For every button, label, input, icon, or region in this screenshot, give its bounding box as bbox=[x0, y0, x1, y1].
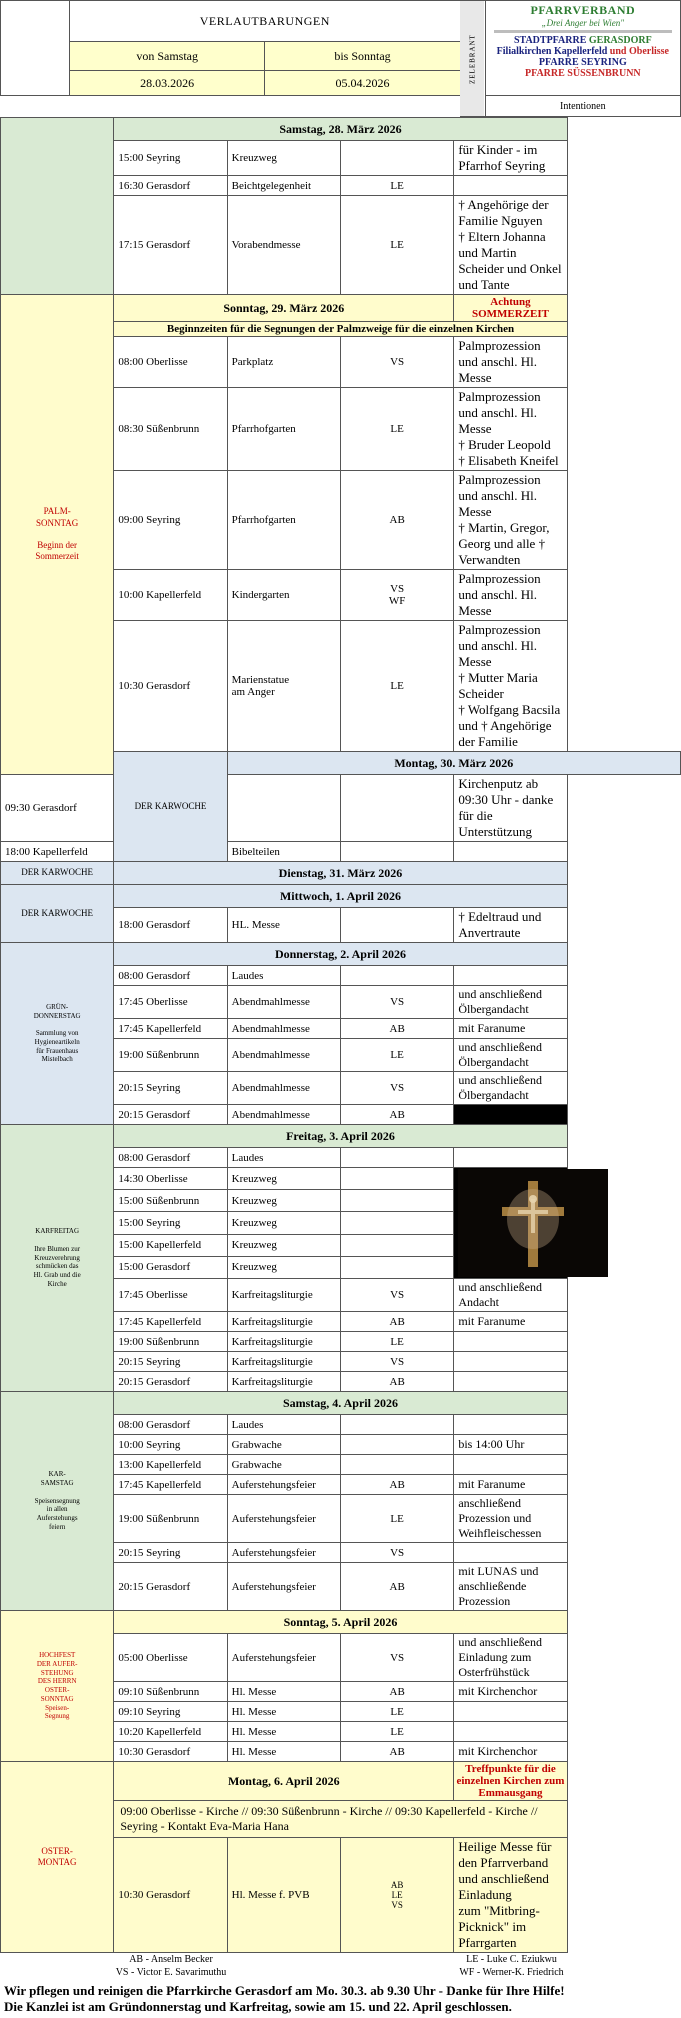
row-intention bbox=[454, 1543, 567, 1563]
day-warning-so-29-03: Achtung SOMMERZEIT bbox=[454, 295, 567, 322]
row-intention: Palmprozession und anschl. Hl. Messe † Martin, Gregor, Georg und alle † Verwandten bbox=[454, 471, 567, 570]
row-time: 20:15 Seyring bbox=[114, 1072, 227, 1105]
row-activity: Pfarrhofgarten bbox=[227, 471, 340, 570]
logo-line3 bbox=[486, 35, 680, 46]
row-intention: mit Faranume bbox=[454, 1019, 567, 1039]
day-header-row bbox=[1, 885, 681, 908]
row-celebrant bbox=[340, 775, 453, 842]
row-intention bbox=[454, 1372, 567, 1392]
row-celebrant: LE bbox=[340, 1722, 453, 1742]
header-date-to: 05.04.2026 bbox=[265, 71, 460, 96]
row-activity: Hl. Messe bbox=[227, 1742, 340, 1762]
legend-row0-right: LE - Luke C. Eziukwu bbox=[466, 1954, 557, 1965]
row-time: 15:00 Kapellerfeld bbox=[114, 1234, 227, 1256]
day-left-label-di-31-03: DER KARWOCHE bbox=[1, 862, 114, 885]
day-left-label-oster-montag: OSTER- MONTAG bbox=[1, 1762, 114, 1953]
logo-line2: „Drei Anger bei Wien" bbox=[541, 18, 625, 28]
row-activity bbox=[227, 775, 340, 842]
row-celebrant bbox=[340, 1212, 453, 1234]
legend-row1-left: VS - Victor E. Savarimuthu bbox=[115, 1967, 227, 1978]
row-activity: Karfreitagsliturgie bbox=[227, 1279, 340, 1312]
legend-row0-left: AB - Anselm Becker bbox=[129, 1954, 213, 1965]
row-time: 10:00 Seyring bbox=[114, 1435, 227, 1455]
row-celebrant: AB bbox=[340, 1682, 453, 1702]
row-time: 08:00 Oberlisse bbox=[114, 337, 227, 388]
legend-row1-right: WF - Werner-K. Friedrich bbox=[459, 1967, 564, 1978]
row-time: 08:30 Süßenbrunn bbox=[114, 388, 227, 471]
row-celebrant: LE bbox=[340, 196, 453, 295]
row-celebrant: LE bbox=[340, 1495, 453, 1543]
row-intention: . bbox=[454, 1105, 567, 1125]
row-intention: Heilige Messe für den Pfarrverband und anschließend Einladung zum "Mitbring-Picknick" im Pfarrgarten bbox=[454, 1838, 567, 1953]
row-celebrant: AB bbox=[340, 1019, 453, 1039]
row-activity: Kreuzweg bbox=[227, 1234, 340, 1256]
row-celebrant: VS bbox=[340, 1279, 453, 1312]
row-intention bbox=[454, 1722, 567, 1742]
footer-line2: Die Kanzlei ist am Gründonnerstag und Karfreitag, sowie am 15. und 22. April geschlossen. bbox=[4, 1999, 512, 2015]
day-title-do-02-04: Donnerstag, 2. April 2026 bbox=[114, 943, 567, 966]
row-celebrant: LE bbox=[340, 621, 453, 752]
logo-line3-b: GERASDORF bbox=[588, 35, 652, 46]
row-activity: Laudes bbox=[227, 1148, 340, 1168]
row-time: 17:45 Kapellerfeld bbox=[114, 1475, 227, 1495]
row-intention: Palmprozession und anschl. Hl. Messe bbox=[454, 337, 567, 388]
header-bottom-spacer bbox=[1, 96, 70, 117]
header-spacer bbox=[1, 1, 70, 96]
row-activity: Beichtgelegenheit bbox=[227, 176, 340, 196]
logo-line1: PFARRVERBAND bbox=[530, 3, 636, 17]
row-time: 17:45 Kapellerfeld bbox=[114, 1019, 227, 1039]
row-time: 10:30 Gerasdorf bbox=[114, 1838, 227, 1953]
row-activity: Parkplatz bbox=[227, 337, 340, 388]
row-celebrant: VS bbox=[340, 1072, 453, 1105]
row-celebrant bbox=[340, 842, 453, 862]
row-celebrant: VS bbox=[340, 1634, 453, 1682]
row-intention: mit Faranume bbox=[454, 1312, 567, 1332]
row-time: 09:10 Seyring bbox=[114, 1702, 227, 1722]
row-celebrant: AB bbox=[340, 471, 453, 570]
row-intention: anschließend Prozession und Weihfleischessen bbox=[454, 1495, 567, 1543]
row-celebrant: AB bbox=[340, 1312, 453, 1332]
row-time: 20:15 Seyring bbox=[114, 1543, 227, 1563]
schedule-row bbox=[1, 775, 681, 842]
row-celebrant bbox=[340, 1168, 453, 1190]
day-title-mo-30-03: Montag, 30. März 2026 bbox=[227, 752, 680, 775]
row-intention: Palmprozession und anschl. Hl. Messe † Bruder Leopold † Elisabeth Kneifel bbox=[454, 388, 567, 471]
day-header-row bbox=[1, 295, 681, 322]
day-title-oster-montag: Montag, 6. April 2026 bbox=[114, 1762, 454, 1801]
schedule-row bbox=[1, 842, 681, 862]
celebrant-vertical-label: ZELEBRANT bbox=[460, 1, 485, 117]
row-time: 18:00 Gerasdorf bbox=[114, 908, 227, 943]
day-header-row bbox=[1, 1611, 681, 1634]
header-col-to: bis Sonntag bbox=[265, 42, 460, 71]
row-intention: und anschließend Ölbergandacht bbox=[454, 986, 567, 1019]
day-left-label-mi-01-04: DER KARWOCHE bbox=[1, 885, 114, 943]
row-activity: Karfreitagsliturgie bbox=[227, 1352, 340, 1372]
row-time: 09:30 Gerasdorf bbox=[1, 775, 114, 842]
row-time: 16:30 Gerasdorf bbox=[114, 176, 227, 196]
row-activity: Karfreitagsliturgie bbox=[227, 1332, 340, 1352]
row-time: 09:10 Süßenbrunn bbox=[114, 1682, 227, 1702]
header-table bbox=[0, 0, 681, 117]
row-time: 05:00 Oberlisse bbox=[114, 1634, 227, 1682]
row-time: 15:00 Gerasdorf bbox=[114, 1256, 227, 1278]
header-col-from: von Samstag bbox=[70, 42, 265, 71]
row-activity: Abendmahlmesse bbox=[227, 1019, 340, 1039]
row-time: 08:00 Gerasdorf bbox=[114, 1415, 227, 1435]
row-activity: Pfarrhofgarten bbox=[227, 388, 340, 471]
row-activity: Auferstehungsfeier bbox=[227, 1475, 340, 1495]
row-activity: Grabwache bbox=[227, 1455, 340, 1475]
row-time: 19:00 Süßenbrunn bbox=[114, 1039, 227, 1072]
day-header-row bbox=[1, 1392, 681, 1415]
row-time: 15:00 Seyring bbox=[114, 1212, 227, 1234]
row-intention: für Kinder - im Pfarrhof Seyring bbox=[454, 141, 567, 176]
day-left-label-mo-30-03: DER KARWOCHE bbox=[114, 752, 227, 862]
day-left-label-do-02-04: GRÜN- DONNERSTAG Sammlung von Hygieneartikeln für Frauenhaus Mistelbach bbox=[1, 943, 114, 1125]
row-celebrant: VS bbox=[340, 337, 453, 388]
logo-line3-a: STADTPFARRE bbox=[513, 35, 589, 46]
row-celebrant: VS bbox=[340, 1352, 453, 1372]
row-celebrant bbox=[340, 1234, 453, 1256]
crucifix-image bbox=[454, 1168, 567, 1279]
row-intention: bis 14:00 Uhr bbox=[454, 1435, 567, 1455]
row-celebrant: LE bbox=[340, 1039, 453, 1072]
day-left-label-so-29-03: PALM- SONNTAG Beginn der Sommerzeit bbox=[1, 295, 114, 775]
row-intention bbox=[454, 966, 567, 986]
row-time: 20:15 Seyring bbox=[114, 1352, 227, 1372]
footer-line1: Wir pflegen und reinigen die Pfarrkirche Gerasdorf am Mo. 30.3. ab 9.30 Uhr - Danke für Ihre Hilfe! bbox=[4, 1983, 565, 1998]
day-header-row bbox=[1, 1125, 681, 1148]
day-title-fr-03-04: Freitag, 3. April 2026 bbox=[114, 1125, 567, 1148]
logo-line5: PFARRE SEYRING bbox=[538, 57, 627, 68]
row-activity: Bibelteilen bbox=[227, 842, 340, 862]
row-activity: Kreuzweg bbox=[227, 1168, 340, 1190]
row-time: 09:00 Seyring bbox=[114, 471, 227, 570]
row-intention bbox=[454, 1415, 567, 1435]
row-activity: Abendmahlmesse bbox=[227, 986, 340, 1019]
row-time: 17:45 Oberlisse bbox=[114, 986, 227, 1019]
row-time: 20:15 Gerasdorf bbox=[114, 1105, 227, 1125]
row-intention bbox=[454, 842, 567, 862]
row-time: 17:45 Oberlisse bbox=[114, 1279, 227, 1312]
row-celebrant: LE bbox=[340, 176, 453, 196]
row-activity: Kreuzweg bbox=[227, 1256, 340, 1278]
row-intention bbox=[454, 1702, 567, 1722]
row-celebrant bbox=[340, 1190, 453, 1212]
day-left-label-sa-04-04: KAR- SAMSTAG Speisensegnung in allen Auferstehungs feiern bbox=[1, 1392, 114, 1611]
row-activity: Marienstatue am Anger bbox=[227, 621, 340, 752]
row-time: 19:00 Süßenbrunn bbox=[114, 1332, 227, 1352]
row-celebrant: AB bbox=[340, 1742, 453, 1762]
row-celebrant bbox=[340, 1435, 453, 1455]
row-intention bbox=[454, 1148, 567, 1168]
day-header-row bbox=[1, 862, 681, 885]
row-intention: und anschließend Einladung zum Osterfrühstück bbox=[454, 1634, 567, 1682]
row-activity: Karfreitagsliturgie bbox=[227, 1312, 340, 1332]
row-time: 10:20 Kapellerfeld bbox=[114, 1722, 227, 1742]
day-title-sa-28-03: Samstag, 28. März 2026 bbox=[114, 118, 567, 141]
row-intention: mit Faranume bbox=[454, 1475, 567, 1495]
row-celebrant bbox=[340, 908, 453, 943]
day-subnote-so-29-03: Beginnzeiten für die Segnungen der Palmzweige für die einzelnen Kirchen bbox=[114, 322, 567, 337]
row-celebrant bbox=[340, 966, 453, 986]
row-intention: und anschließend Ölbergandacht bbox=[454, 1039, 567, 1072]
row-activity: Auferstehungsfeier bbox=[227, 1495, 340, 1543]
row-activity: Abendmahlmesse bbox=[227, 1072, 340, 1105]
row-celebrant: AB bbox=[340, 1105, 453, 1125]
row-intention: mit LUNAS und anschließende Prozession bbox=[454, 1563, 567, 1611]
row-time: 10:30 Gerasdorf bbox=[114, 621, 227, 752]
day-title-di-31-03: Dienstag, 31. März 2026 bbox=[114, 862, 567, 885]
row-activity: Abendmahlmesse bbox=[227, 1105, 340, 1125]
row-time: 08:00 Gerasdorf bbox=[114, 1148, 227, 1168]
row-intention: † Angehörige der Familie Nguyen † Eltern Johanna und Martin Scheider und Onkel und Tante bbox=[454, 196, 567, 295]
row-activity: Kreuzweg bbox=[227, 1212, 340, 1234]
row-time: 20:15 Gerasdorf bbox=[114, 1372, 227, 1392]
parish-logo bbox=[485, 1, 680, 96]
day-header-row bbox=[1, 943, 681, 966]
day-header-row bbox=[1, 118, 681, 141]
row-intention bbox=[454, 1332, 567, 1352]
row-celebrant: LE bbox=[340, 1702, 453, 1722]
row-celebrant bbox=[340, 1455, 453, 1475]
row-time: 19:00 Süßenbrunn bbox=[114, 1495, 227, 1543]
row-activity: Hl. Messe f. PVB bbox=[227, 1838, 340, 1953]
row-celebrant: AB bbox=[340, 1475, 453, 1495]
row-celebrant bbox=[340, 1148, 453, 1168]
day-left-label-sa-28-03 bbox=[1, 118, 114, 295]
row-time: 18:00 Kapellerfeld bbox=[1, 842, 114, 862]
row-intention: mit Kirchenchor bbox=[454, 1682, 567, 1702]
row-celebrant bbox=[340, 1415, 453, 1435]
row-celebrant: AB bbox=[340, 1563, 453, 1611]
row-time: 14:30 Oberlisse bbox=[114, 1168, 227, 1190]
row-activity: Auferstehungsfeier bbox=[227, 1563, 340, 1611]
row-time: 15:00 Seyring bbox=[114, 141, 227, 176]
row-activity: Hl. Messe bbox=[227, 1682, 340, 1702]
logo-divider bbox=[494, 30, 672, 33]
row-activity: Hl. Messe bbox=[227, 1702, 340, 1722]
row-celebrant: AB bbox=[340, 1372, 453, 1392]
day-title-mi-01-04: Mittwoch, 1. April 2026 bbox=[114, 885, 567, 908]
row-intention: Palmprozession und anschl. Hl. Messe † Mutter Maria Scheider † Wolfgang Bacsila und † Angehörige der Familie bbox=[454, 621, 567, 752]
row-intention: † Edeltraud und Anvertraute bbox=[454, 908, 567, 943]
header-title: VERLAUTBARUNGEN bbox=[70, 1, 461, 42]
emmausgang-meeting-title: Treffpunkte für die einzelnen Kirchen zum Emmausgang bbox=[454, 1762, 567, 1801]
day-title-so-29-03: Sonntag, 29. März 2026 bbox=[114, 295, 454, 322]
row-intention: und anschließend Ölbergandacht bbox=[454, 1072, 567, 1105]
row-activity: Grabwache bbox=[227, 1435, 340, 1455]
logo-line4-b: und Oberlisse bbox=[609, 46, 669, 57]
row-time: 20:15 Gerasdorf bbox=[114, 1563, 227, 1611]
row-activity: Auferstehungsfeier bbox=[227, 1634, 340, 1682]
row-intention bbox=[454, 1455, 567, 1475]
intentions-label: Intentionen bbox=[485, 96, 680, 117]
row-time: 15:00 Süßenbrunn bbox=[114, 1190, 227, 1212]
row-celebrant: AB LE VS bbox=[340, 1838, 453, 1953]
row-intention: Kirchenputz ab 09:30 Uhr - danke für die Unterstützung bbox=[454, 775, 567, 842]
row-celebrant: VS WF bbox=[340, 570, 453, 621]
row-activity: Abendmahlmesse bbox=[227, 1039, 340, 1072]
row-activity: Karfreitagsliturgie bbox=[227, 1372, 340, 1392]
legend-table bbox=[0, 1953, 681, 1979]
day-title-sa-04-04: Samstag, 4. April 2026 bbox=[114, 1392, 567, 1415]
row-time: 17:45 Kapellerfeld bbox=[114, 1312, 227, 1332]
schedule-table bbox=[0, 117, 681, 1953]
logo-line4-a: Filialkirchen Kapellerfeld bbox=[496, 46, 610, 57]
logo-line4 bbox=[486, 46, 680, 57]
day-header-row bbox=[1, 1762, 681, 1801]
row-activity: Laudes bbox=[227, 1415, 340, 1435]
row-time: 08:00 Gerasdorf bbox=[114, 966, 227, 986]
row-celebrant bbox=[340, 141, 453, 176]
row-intention: Palmprozession und anschl. Hl. Messe bbox=[454, 570, 567, 621]
row-intention: und anschließend Andacht bbox=[454, 1279, 567, 1312]
day-left-label-fr-03-04: KARFREITAG Ihre Blumen zur Kreuzverehrung schmücken das Hl. Grab und die Kirche bbox=[1, 1125, 114, 1392]
row-time: 17:15 Gerasdorf bbox=[114, 196, 227, 295]
row-time: 13:00 Kapellerfeld bbox=[114, 1455, 227, 1475]
row-time: 10:30 Gerasdorf bbox=[114, 1742, 227, 1762]
emmausgang-meeting-points: 09:00 Oberlisse - Kirche // 09:30 Süßenbrunn - Kirche // 09:30 Kapellerfeld - Kirche // Seyring - Kontakt Eva-Maria Hana bbox=[114, 1801, 567, 1838]
row-celebrant: VS bbox=[340, 1543, 453, 1563]
header-bottom-spacer2 bbox=[70, 96, 461, 117]
header-date-from: 28.03.2026 bbox=[70, 71, 265, 96]
footer-notes bbox=[0, 1979, 681, 2018]
row-activity: Kindergarten bbox=[227, 570, 340, 621]
row-activity: Vorabendmesse bbox=[227, 196, 340, 295]
row-celebrant: VS bbox=[340, 986, 453, 1019]
row-activity: Kreuzweg bbox=[227, 141, 340, 176]
row-intention: mit Kirchenchor bbox=[454, 1742, 567, 1762]
row-celebrant: LE bbox=[340, 1332, 453, 1352]
row-intention bbox=[454, 1352, 567, 1372]
row-activity: Auferstehungsfeier bbox=[227, 1543, 340, 1563]
row-activity: Hl. Messe bbox=[227, 1722, 340, 1742]
row-time: 10:00 Kapellerfeld bbox=[114, 570, 227, 621]
day-title-so-05-04: Sonntag, 5. April 2026 bbox=[114, 1611, 567, 1634]
logo-line6: PFARRE SÜSSENBRUNN bbox=[524, 68, 641, 79]
day-left-label-so-05-04: HOCHFEST DER AUFER- STEHUNG DES HERRN OSTER- SONNTAG Speisen- Segnung bbox=[1, 1611, 114, 1762]
row-activity: Laudes bbox=[227, 966, 340, 986]
row-intention bbox=[454, 176, 567, 196]
row-activity: Kreuzweg bbox=[227, 1190, 340, 1212]
row-celebrant bbox=[340, 1256, 453, 1278]
row-celebrant: LE bbox=[340, 388, 453, 471]
row-activity: HL. Messe bbox=[227, 908, 340, 943]
